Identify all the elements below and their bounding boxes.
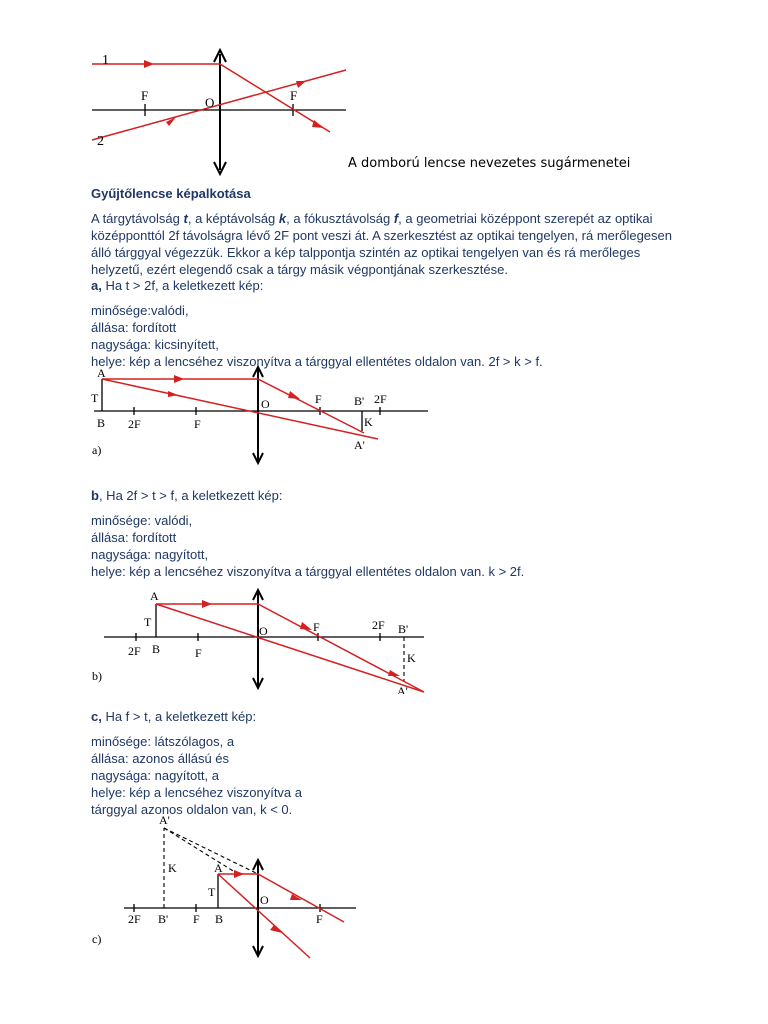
case-a-condition: Ha t > 2f, a keletkezett kép: [101,278,264,293]
label-f-right: F [313,620,320,634]
ray-arrow [300,622,312,630]
ray-center [102,379,378,439]
case-a-line: helye: kép a lencséhez viszonyítva a tárggyal ellentétes oldalon van. 2f > k > f. [91,354,543,369]
case-a-line: állása: fordított [91,320,177,335]
label-a-prime: A' [354,438,365,452]
label-t: T [91,391,99,405]
case-b-label: b [91,488,99,503]
intro-text-1: A tárgytávolság [91,211,184,226]
case-c-line: helye: kép a lencséhez viszonyítva a [91,785,303,800]
figure-caption: A domború lencse nevezetes sugármenetei [348,156,631,171]
section-title: Gyűjtőlencse képalkotása [91,186,251,201]
figure-tag: b) [92,669,102,683]
label-o: O [259,624,268,638]
var-t: t [183,211,188,226]
label-f-left: F [194,417,201,431]
case-b-line: nagysága: nagyított, [91,547,209,562]
label-k: K [168,861,177,875]
case-b-line: minősége: valódi, [91,513,193,528]
ray-2-arrow-b [296,81,306,88]
label-a: A [150,589,159,603]
label-t: T [208,885,216,899]
label-k: K [407,651,416,665]
case-c-heading [91,708,256,725]
case-b-properties [91,512,524,580]
label-a: A [214,861,223,875]
var-f: f [393,211,399,226]
label-b-prime: B' [354,394,365,408]
label-o: O [260,893,269,907]
case-c-line: nagysága: nagyított, a [91,768,219,783]
case-a-line: nagysága: kicsinyített, [91,337,219,352]
label-t: T [144,615,152,629]
lens-rays-figure [88,44,360,176]
ray-label-1: 1 [102,53,109,68]
ray-arrow [174,375,184,383]
ray-arrow [202,600,212,608]
label-f-left: F [195,646,202,660]
label-b: B [215,912,224,926]
label-2f-left: 2F [128,417,141,431]
label-2f-left: 2F [128,912,141,926]
virtual-ray [164,828,258,874]
ray-arrow [234,870,244,878]
case-a-label: a, [91,278,102,293]
case-c-properties [91,733,302,818]
label-b-prime: B' [158,912,169,926]
label-a-prime: A' [159,813,170,827]
case-b-heading [91,487,283,504]
case-a-properties [91,302,543,370]
ray-arrow [288,391,300,399]
label-o: O [261,397,270,411]
label-2f-right: 2F [372,618,385,632]
label-k: K [364,415,373,429]
label-f-right: F [315,392,322,406]
case-c-line: tárggyal azonos oldalon van, k < 0. [91,802,293,817]
intro-paragraph [91,210,691,278]
figure-tag: c) [92,932,102,946]
label-f-right: F [316,912,323,926]
ray-arrow [168,391,178,397]
case-b-line: állása: fordított [91,530,177,545]
case-a-line: minősége:valódi, [91,303,189,318]
ray-1-arrow-b [312,120,324,128]
label-f-right: F [290,88,298,103]
case-a-figure [88,365,433,470]
intro-text-2: , a képtávolság [187,211,279,226]
case-a-heading [91,277,263,294]
ray-arrow [388,670,400,676]
label-o: O [205,95,215,110]
intro-text-3: , a fókusztávolság [286,211,394,226]
case-c-label: c, [91,709,102,724]
case-c-line: állása: azonos állású és [91,751,230,766]
label-f-left: F [141,88,149,103]
figure-tag: a) [92,443,102,457]
case-c-line: minősége: látszólagos, a [91,734,235,749]
label-2f-right: 2F [374,392,387,406]
ray-label-2: 2 [97,134,104,149]
label-b: B [152,642,161,656]
ray-parallel [218,874,344,922]
case-b-figure [88,584,433,694]
case-c-condition: Ha f > t, a keletkezett kép: [101,709,257,724]
case-b-condition: , Ha 2f > t > f, a keletkezett kép: [98,488,283,503]
ray-1-arrow-a [144,60,154,68]
label-f-left: F [193,912,200,926]
label-a-prime: A' [397,684,408,694]
case-b-line: helye: kép a lencséhez viszonyítva a tárggyal ellentétes oldalon van. k > 2f. [91,564,525,579]
var-k: k [278,211,287,226]
label-2f-left: 2F [128,644,141,658]
label-a: A [97,366,106,380]
ray-center [218,874,310,958]
label-b-prime: B' [398,622,409,636]
label-b: B [97,416,106,430]
case-c-figure [88,810,388,960]
intro-text-4: , a geometriai középpont szerepét az optikai középponttól 2f távolságra lévő 2F pont veszi át. A szerkesztést az optikai tengelyen, rá merőlegesen álló tárggyal végezzük. Ekkor a kép talppontja szintén az optikai tengelyen van és rá merőleges helyzetű, ezért elegendő csak a tárgy másik végpontjának szerkesztése. [91,211,672,277]
